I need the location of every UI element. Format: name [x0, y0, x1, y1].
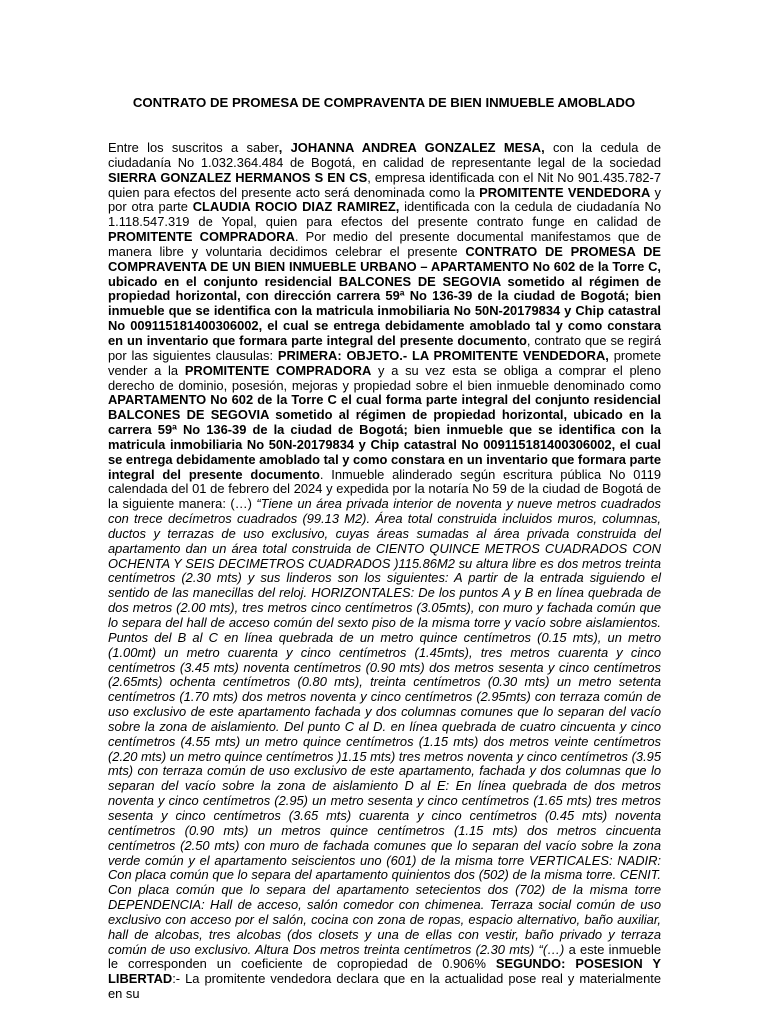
property-description: APARTAMENTO No 602 de la Torre C el cual forma parte integral del conjunto residencial BALCONES DE SEGOVIA sometido al régimen de propiedad horizontal, ubicado en la carrera 59ª No 136-39 de la ciudad de Bogotá; bien inmueble que se identifica con la matricula inmobiliaria No 50N-20179834 y Chip catastral No 009115181400306002 [108, 392, 661, 452]
furnished-statement: , el cual se entrega debidamente amoblado tal y como constara en un inventario que formara parte integral del presente documento [108, 436, 662, 482]
boundaries-quote: “Tiene un área privada interior de noventa y nueve metros cuadrados con trece decímetros cuadrados (99.13 M2). Área total construida incluidos muros, columnas, ductos y terrazas de uso exclusivo, cuyas áreas sumadas al área privada construida del apartamento dan un área total construida de CIENTO QUINCE METROS CUADRADOS CON OCHENTA Y SEIS DECIMETROS CUADRADOS )115.86M2 su altura libre es dos metros treinta centímetros (2.30 mts) y sus linderos son los siguientes: A partir de la entrada siguiendo el sentido de las manecillas del reloj. HORIZONTALES: De los puntos A y B en línea quebrada de dos metros (2.00 mts), tres metros cinco centímetros (3.05mts), con muro y fachada común que lo separa del hall de acceso común del sexto piso de la misma torre y vacío sobre aislamientos. Puntos del B al C en línea quebrada de un metro quince centímetros (0.15 mts), un metro (1.00mt) un metro cuarenta y cinco centímetros (1.45mts), tres metros cuarenta y cinco centímetros (3.45 mts) noventa centímetros (0.90 mts) dos metros sesenta y cinco centímetros (2.65mts) ochenta centímetros (0.80 mts), treinta centímetros (0.30 mts) un metro setenta centímetros (1.70 mts) dos metros noventa y cinco centímetros (2.95mts) con terraza común de uso exclusivo de este apartamento fachada y dos columnas comunes que lo separan del vacío sobre la zona de aislamiento. Del punto C al D. en línea quebrada de cuatro cincuenta y cinco centímetros (4.55 mts) un metro quince centímetros (1.15 mts) dos metros veinte centímetros (2.20 mts) un metro quince centímetros )1.15 mts) tres metros noventa y cinco centímetros (3.95 mts) con terraza común de uso exclusivo de este apartamento, fachada y dos columnas que lo separan del vacío sobre la zona de aislamiento D al E: En línea quebrada de dos metros noventa y cinco centímetros (2.95) un metro sesenta y cinco centímetros (1.65 mts) tres metros sesenta y cinco centímetros (3.65 mts) cuarenta y cinco centímetros (0.45 mts) noventa centímetros (0.90 mts) un metros quince centímetros (1.15 mts) dos metros cincuenta centímetros (2.50 mts) con muro de fachada comunes que lo separan del vacío sobre la zona verde común y el apartamento seiscientos uno (601) de la misma torre VERTICALES: NADIR: Con placa común que lo separa del apartamento quinientos dos (502) de la misma torre. CENIT. Con placa común que lo separa del apartamento setecientos dos (702) de la misma torre DEPENDENCIA: Hall de acceso, salón comedor con chimenea. Terraza social común de uso exclusivo con acceso por el salón, cocina con zona de ropas, espacio alternativo, baño auxiliar, hall de alcobas, tres alcobas (dos closets y una de ellas con vestir, baño privado y terraza común de uso exclusivo. Altura Dos metros treinta centímetros (2.30 mts) “(…) [108, 496, 661, 957]
body-text-possession: :- La promitente vendedora declara que en la actualidad pose real y materialmente en su [108, 971, 661, 1002]
role-promitente-compradora: PROMITENTE COMPRADORA [108, 229, 295, 245]
body-text-declaration: . Por medio del presente documental manifestamos que de manera libre y voluntaria decidimos celebrar el presente [108, 229, 661, 259]
document-title: CONTRATO DE PROMESA DE COMPRAVENTA DE BIEN INMUEBLE AMOBLADO [132, 95, 636, 110]
body-text-clauses-intro: , contrato que se regirá por las siguientes clausulas: [108, 332, 661, 363]
body-text-deed-reference: . Inmueble alinderado según escritura pública No 0119 calendada del 01 de febrero del 2024 y expedida por la notaría No 59 de la ciudad de Bogotá de la siguiente manera: (…) [108, 466, 661, 512]
body-text-buyer-id: identificada con la cedula de ciudadanía No 1.118.547.319 de Yopal, quien para efectos del presente contrato funge en calidad de [108, 199, 661, 230]
contract-object-statement: CONTRATO DE PROMESA DE COMPRAVENTA DE UN BIEN INMUEBLE URBANO – APARTAMENTO No 602 de la Torre C, ubicado en el conjunto residencial BALCONES DE SEGOVIA sometido al régimen de propiedad horizontal, con dirección carrera 59ª No 136-39 de la ciudad de Bogotá; bien inmueble que se identifica con la matricula inmobiliaria No 50N-20179834 y Chip catastral No 009115181400306002, el cual se entrega debidamente amoblado tal y como constara en un inventario que formara parte integral del presente documento [108, 243, 662, 348]
buyer-name: CLAUDIA ROCIO DIAZ RAMIREZ, [192, 199, 400, 215]
seller-company-name: SIERRA GONZALEZ HERMANOS S EN CS [108, 169, 368, 185]
body-text-company-nit: , empresa identificada con el Nit No 901.435.782-7 quien para efectos del presente acto será denominada como la [108, 169, 662, 200]
body-text-coefficient: a este inmueble le corresponden un coeficiente de copropiedad de 0.906% [108, 941, 661, 972]
role-promitente-compradora-2: PROMITENTE COMPRADORA [184, 362, 372, 378]
body-text-seller-id: con la cedula de ciudadanía No 1.032.364.484 de Bogotá, en calidad de representante legal de la sociedad [108, 140, 662, 170]
seller-representative-name: , JOHANNA ANDREA GONZALEZ MESA, [278, 140, 545, 155]
role-promitente-vendedora: PROMITENTE VENDEDORA [479, 184, 651, 200]
body-text-other-party: y por otra parte [108, 184, 661, 215]
body-text-promise: promete vender a la [108, 347, 661, 378]
body-text-obligation: y a su vez esta se obliga a comprar el pleno derecho de dominio, posesión, mejoras y propiedad sobre el bien inmueble denominado como [108, 362, 661, 393]
clause-primera-heading: PRIMERA: OBJETO.- LA PROMITENTE VENDEDORA, [277, 347, 609, 363]
body-text-intro: Entre los suscritos a saber [108, 140, 279, 155]
clause-segundo-heading: SEGUNDO: POSESION Y LIBERTAD [108, 956, 661, 987]
contract-body [108, 141, 661, 1002]
